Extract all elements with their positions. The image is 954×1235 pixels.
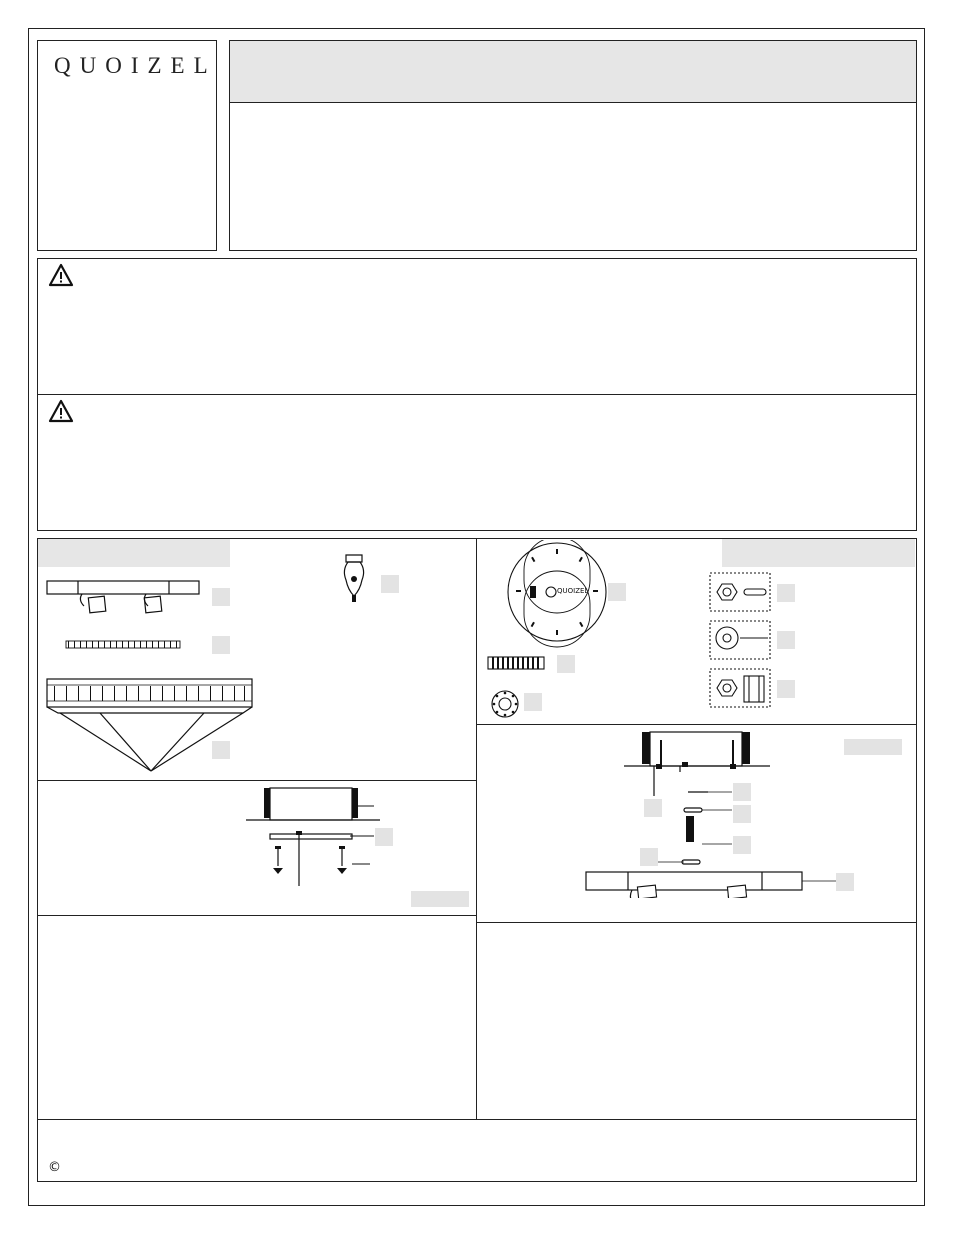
brand-logo: QUOIZEL	[54, 53, 217, 78]
warning-section	[37, 258, 917, 531]
part-tag	[733, 836, 751, 854]
part-tag	[777, 584, 795, 602]
part-tag	[777, 631, 795, 649]
grid-footer-divider	[37, 1119, 917, 1120]
parts-diagram-left	[38, 545, 476, 779]
right-divider-1	[477, 724, 917, 725]
part-tag	[212, 636, 230, 654]
copyright-icon: ©	[48, 1160, 61, 1175]
part-tag	[524, 693, 542, 711]
warning-divider	[38, 394, 916, 395]
part-tag	[557, 655, 575, 673]
part-tag	[644, 799, 662, 817]
grid-vertical-divider	[476, 538, 477, 1120]
part-tag	[212, 741, 230, 759]
part-tag	[640, 848, 658, 866]
step-label	[844, 739, 902, 755]
step-label	[411, 891, 469, 907]
warning-triangle-icon	[48, 263, 74, 287]
part-tag	[375, 828, 393, 846]
part-tag	[608, 583, 626, 601]
step-diagram-assembly	[580, 728, 860, 898]
part-tag	[381, 575, 399, 593]
part-tag	[836, 873, 854, 891]
step-diagram-crossbar	[240, 782, 476, 892]
parts-diagram-right	[478, 540, 916, 724]
warning-triangle-icon	[48, 399, 74, 423]
part-tag	[733, 783, 751, 801]
title-box	[229, 40, 917, 251]
left-divider-1	[37, 780, 477, 781]
right-divider-2	[477, 922, 917, 923]
canopy-logo-text: QUOIZEL	[557, 587, 589, 595]
logo-box	[37, 40, 217, 251]
part-tag	[212, 588, 230, 606]
part-tag	[777, 680, 795, 698]
left-divider-2	[37, 915, 477, 916]
part-tag	[733, 805, 751, 823]
title-bar	[230, 41, 916, 103]
